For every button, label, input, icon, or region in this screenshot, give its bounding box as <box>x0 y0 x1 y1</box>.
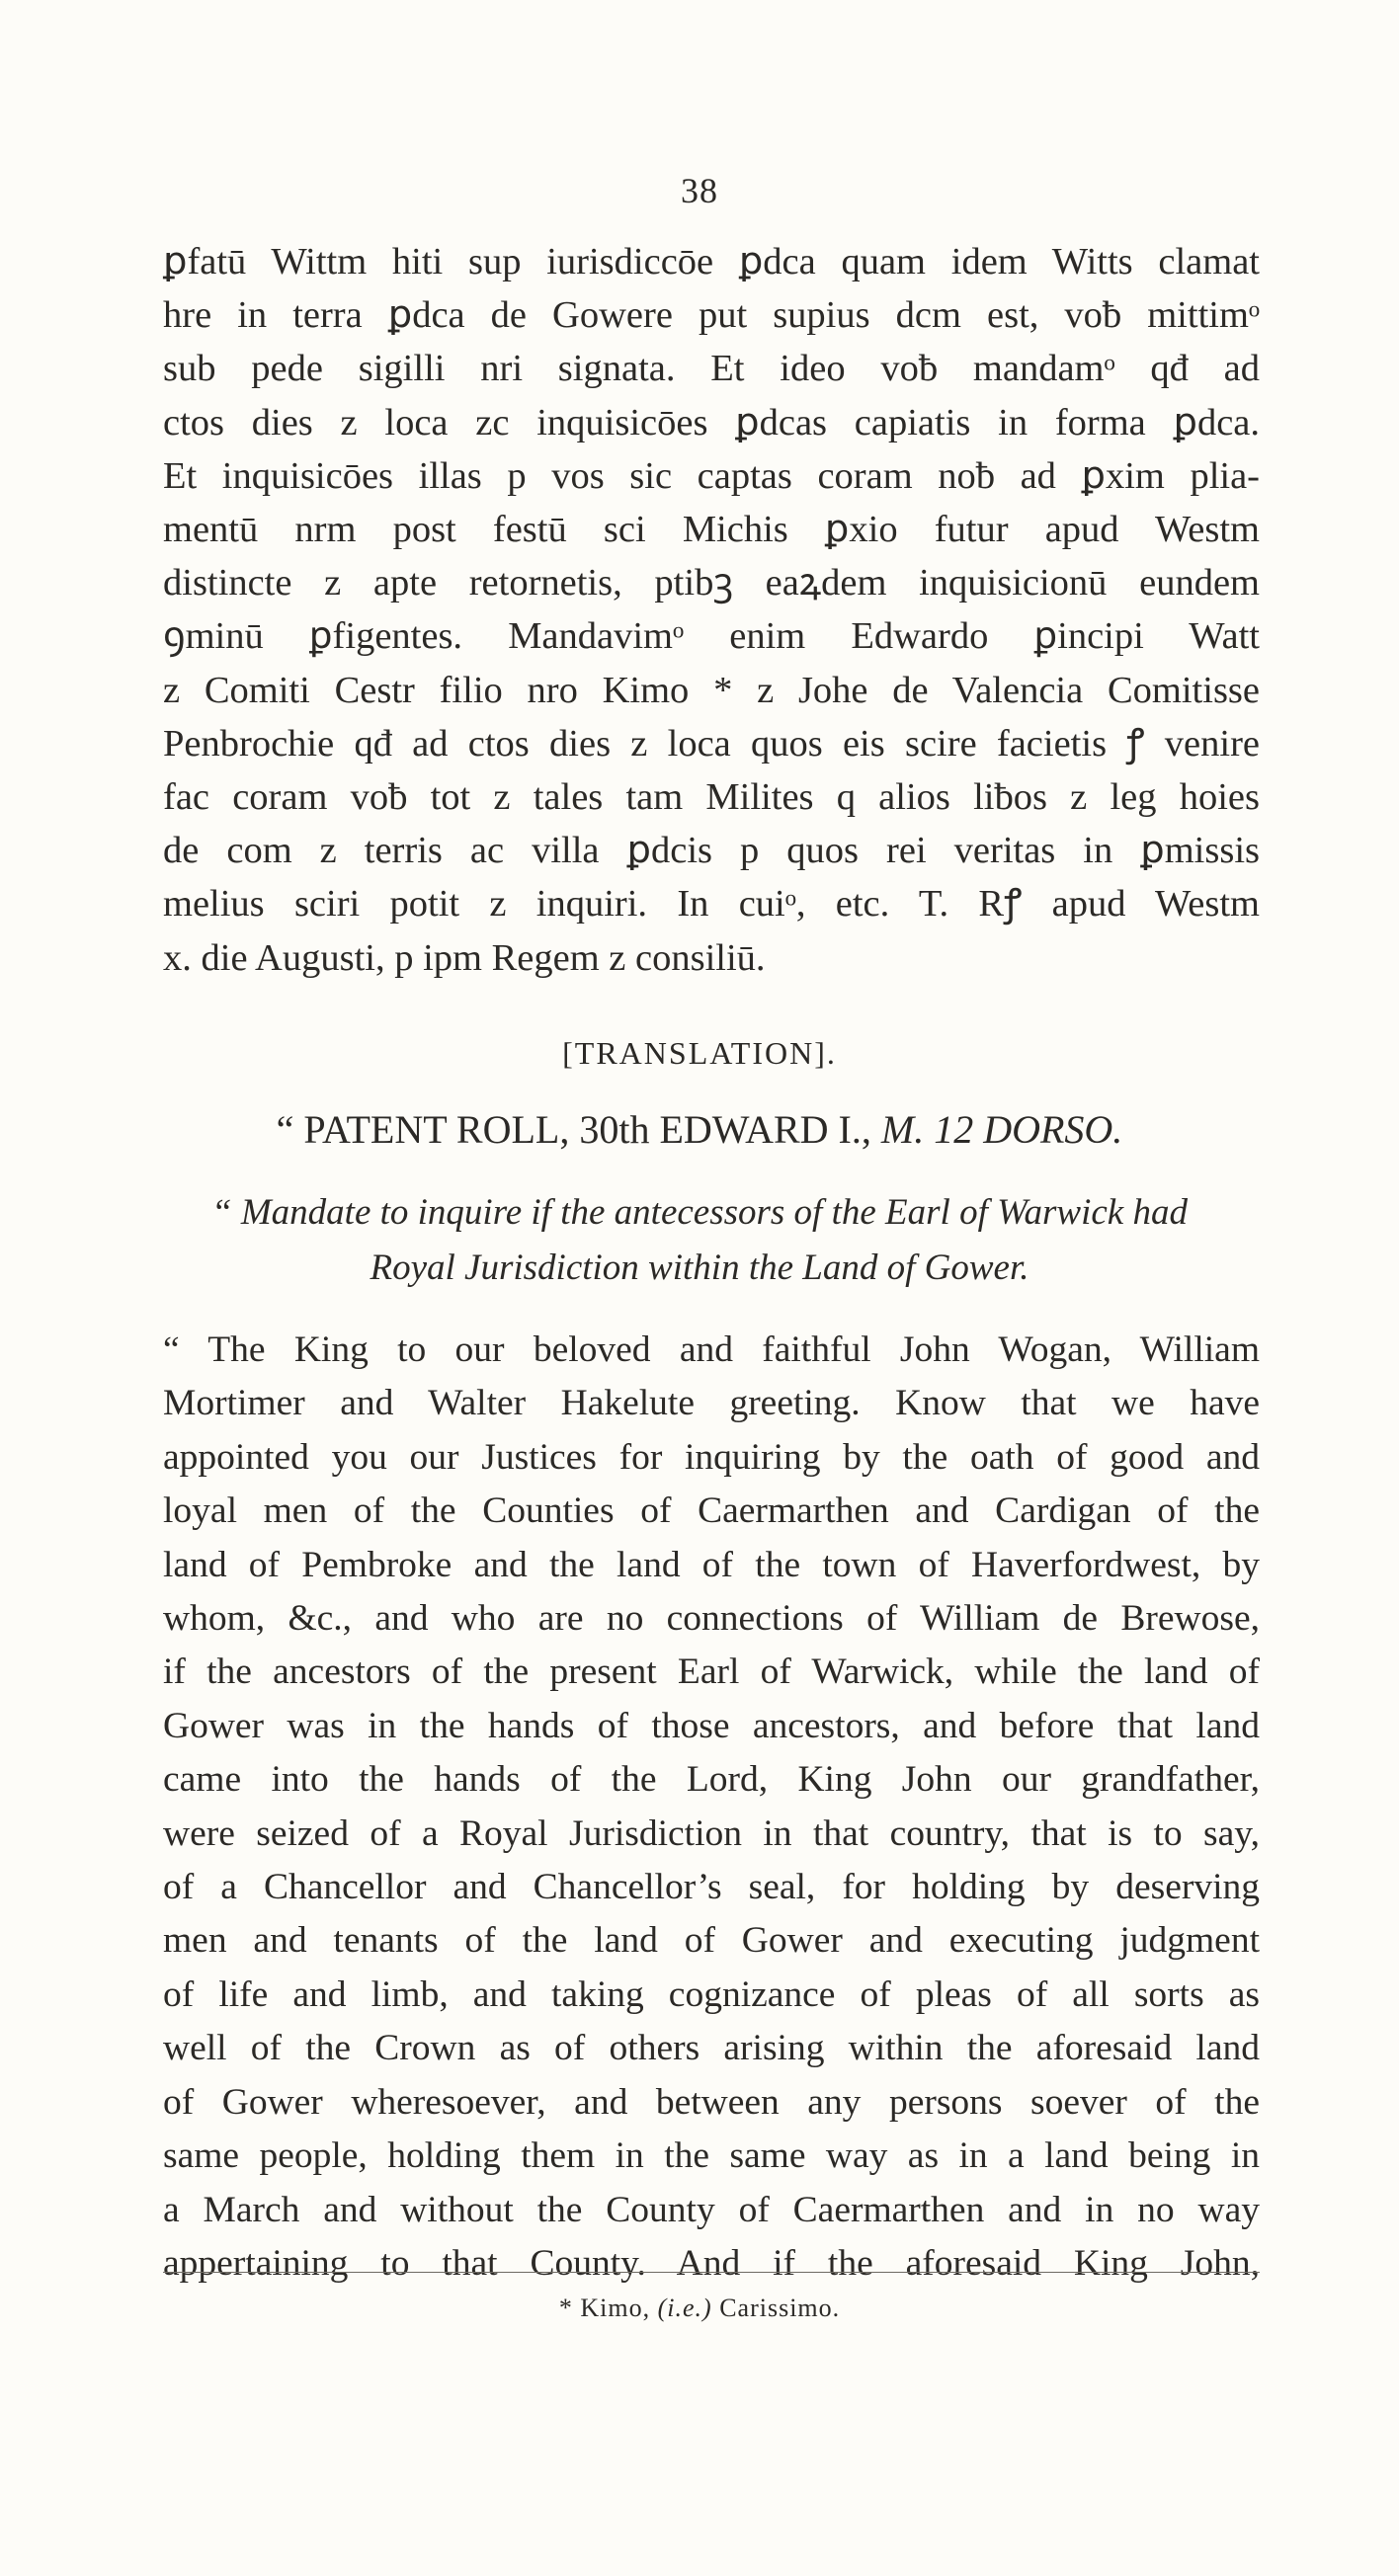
english-line: Mortimer and Walter Hakelute greeting. Know that we have <box>163 1383 1260 1424</box>
latin-line: de com z terris ac villa ꝑdcis p quos rei veritas in ꝑmissis <box>163 830 1260 872</box>
latin-line: distincte z apte retornetis, ptibꝫ eaꝝdem inquisicionū eundem <box>163 562 1260 604</box>
english-line: of a Chancellor and Chancellor’s seal, for holding by deserving <box>163 1867 1260 1908</box>
english-line: same people, holding them in the same way as in a land being in <box>163 2135 1260 2177</box>
footnote-abbrev: (i.e.) <box>657 2294 712 2322</box>
english-line: were seized of a Royal Jurisdiction in that country, that is to say, <box>163 1812 1260 1854</box>
mandate-heading <box>0 1185 1399 1296</box>
footnote <box>0 2294 1399 2323</box>
english-line: if the ancestors of the present Earl of Warwick, while the land of <box>163 1651 1260 1693</box>
latin-line: Penbrochie qđ ad ctos dies z loca quos eis scire facietis ꝭ venire <box>163 722 1260 765</box>
latin-line: mentū nrm post festū sci Michis ꝑxio futur apud Westm <box>163 509 1260 551</box>
translation-label: [TRANSLATION]. <box>562 1035 837 1071</box>
footnote-marker: * Kimo, <box>558 2294 658 2322</box>
english-translation <box>163 1324 1260 2291</box>
english-line: a March and without the County of Caermarthen and in no way <box>163 2189 1260 2230</box>
latin-line: fac coram voƀ tot z tales tam Milites q alios liƀos z leg hoies <box>163 776 1260 819</box>
latin-line: ctos dies z loca zc inquisicōes ꝑdcas capiatis in forma ꝑdca. <box>163 401 1260 443</box>
latin-line: Et inquisicōes illas p vos sic captas coram noƀ ad ꝑxim plia- <box>163 454 1260 497</box>
mandate-line: “ Mandate to inquire if the antecessors of the Earl of Warwick had <box>211 1192 1188 1233</box>
english-line: appertaining to that County. And if the aforesaid King John, <box>163 2242 1260 2284</box>
english-line: appointed you our Justices for inquiring by the oath of good and <box>163 1436 1260 1478</box>
latin-line: z Comiti Cestr filio nro Kimo * z Johe de Valencia Comitisse <box>163 669 1260 711</box>
english-line: land of Pembroke and the land of the town of Haverfordwest, by <box>163 1544 1260 1585</box>
page-number: 38 <box>681 171 718 210</box>
latin-line: ꝯminū ꝑfigentes. Mandavimᵒ enim Edwardo ꝑincipi Watt <box>163 615 1260 658</box>
english-line: loyal men of the Counties of Caermarthen and Cardigan of the <box>163 1490 1260 1532</box>
roll-title <box>0 1106 1399 1153</box>
english-line: of Gower wheresoever, and between any persons soever of the <box>163 2081 1260 2123</box>
latin-line: melius sciri potit z inquiri. In cuiᵒ, etc. T. Rꝭ apud Westm <box>163 883 1260 926</box>
latin-line: x. die Augusti, p ipm Regem z consiliū. <box>163 936 766 979</box>
english-line: well of the Crown as of others arising within the aforesaid land <box>163 2028 1260 2069</box>
latin-line: sub pede sigilli nri signata. Et ideo voƀ mandamᵒ qđ ad <box>163 348 1260 390</box>
english-line: whom, &c., and who are no connections of William de Brewose, <box>163 1598 1260 1640</box>
latin-text <box>163 235 1260 985</box>
english-line: men and tenants of the land of Gower and executing judgment <box>163 1920 1260 1962</box>
english-line: came into the hands of the Lord, King John our grandfather, <box>163 1759 1260 1801</box>
english-line: “ The King to our beloved and faithful John Wogan, William <box>163 1329 1260 1370</box>
latin-line: hre in terra ꝑdca de Gowere put supius dcm est, voƀ mittimᵒ <box>163 294 1260 337</box>
roll-title-membrane: M. 12 DORSO. <box>880 1107 1123 1152</box>
footnote-expansion: Carissimo. <box>711 2294 841 2322</box>
footnote-divider <box>163 2272 1260 2273</box>
latin-line: ꝑfatū Wittm hiti sup iurisdiccōe ꝑdca quam idem Witts clamat <box>163 241 1260 282</box>
english-line: Gower was in the hands of those ancestors, and before that land <box>163 1705 1260 1746</box>
english-line: of life and limb, and taking cognizance of pleas of all sorts as <box>163 1973 1260 2015</box>
roll-title-main: “ PATENT ROLL, 30th EDWARD I., <box>276 1107 881 1152</box>
mandate-line: Royal Jurisdiction within the Land of Gower. <box>370 1248 1029 1288</box>
